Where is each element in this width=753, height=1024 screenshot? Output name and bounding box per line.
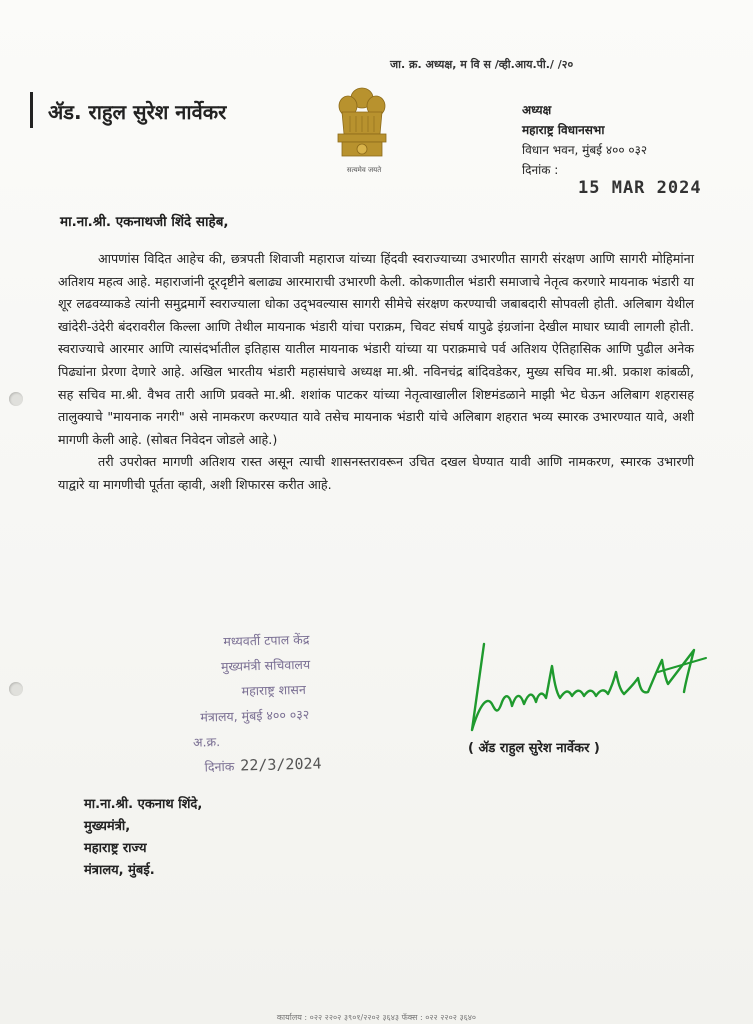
addressee-line-4: मंत्रालय, मुंबई. <box>84 863 155 878</box>
office-address: विधान भवन, मुंबई ४०० ०३२ <box>522 143 648 157</box>
footer-contact: कार्यालय : ०२२ २२०२ ३९०१/२२०२ ३६४३ फॅक्स : ०२२ २२०२ ३६४० <box>276 1013 477 1022</box>
office-body: महाराष्ट्र विधानसभा <box>522 123 605 137</box>
stamp-date-label: दिनांक <box>204 758 235 775</box>
addressee-line-3: महाराष्ट्र राज्य <box>84 841 147 856</box>
emblem-motto: सत्यमेव जयते <box>346 166 382 174</box>
date-stamp: 15 MAR 2024 <box>578 178 702 198</box>
office-title: अध्यक्ष <box>522 103 552 117</box>
stamp-line-2: मुख्यमंत्री सचिवालय <box>220 656 311 675</box>
addressee-block <box>84 794 202 882</box>
stamp-line-5: अ.क्र. <box>192 734 221 750</box>
punch-hole <box>9 682 23 696</box>
sender-name: ॲड. राहुल सुरेश नार्वेकर <box>48 100 227 124</box>
stamp-line-1: मध्यवर्ती टपाल केंद्र <box>223 631 310 649</box>
stamp-handwritten-date: 22/3/2024 <box>240 754 322 775</box>
letterhead-divider <box>30 92 33 128</box>
addressee-line-1: मा.ना.श्री. एकनाथ शिंदे, <box>84 797 203 812</box>
receipt-stamp <box>192 626 322 779</box>
paragraph-2: तरी उपरोक्त मागणी अतिशय रास्त असून त्याची शासनस्तरावरून उचित दखल घेण्यात यावी आणि नामकरण, स्मारक उभारणी याद्वारे या मागणीची पूर्तता व्हावी, अशी शिफारस करीत आहे. <box>58 454 694 492</box>
salutation: मा.ना.श्री. एकनाथजी शिंदे साहेब, <box>60 214 229 230</box>
stamp-line-6 <box>204 751 322 779</box>
stamp-line-4: मंत्रालय, मुंबई ४०० ०३२ <box>200 706 310 725</box>
signatory-name: ( ॲड राहुल सुरेश नार्वेकर ) <box>468 741 600 756</box>
national-emblem-icon <box>330 82 394 174</box>
punch-hole <box>9 392 23 406</box>
stamp-line-3: महाराष्ट्र शासन <box>241 681 306 699</box>
reference-number: जा. क्र. अध्यक्ष, म वि स /व्ही.आय.पी./ /२० <box>390 58 574 71</box>
paragraph-1: आपणांस विदित आहेच की, छत्रपती शिवाजी महाराज यांच्या हिंदवी स्वराज्याच्या उभारणीत सागरी संरक्षण आणि सागरी मोहिमांना अतिशय महत्व आहे. महाराजांनी दूरदृष्टीने बलाढ्य आरमाराची उभारणी केली. कोकणातील भंडारी समाजाचे नेतृत्व करणारे मायनाक भंडारी या शूर लढवय्याकडे त्यांनी समुद्रमार्गे स्वराज्याला धोका उद्‌भवल्यास सागरी सीमेचे संरक्षण करण्याची जबाबदारी सोपवली होती. अलिबाग येथील खांदेरी-उंदेरी बंदरावरील किल्ला आणि तेथील मायनाक भंडारी यांचा पराक्रम, चिवट संघर्ष यापुढे इंग्रजांना देखील माघार घ्यावी लागली होती. स्वराज्याचे आरमार आणि त्यासंदर्भातील इतिहास यातील मायनाक भंडारी यांच्या या पराक्रमाचे पर्व अतिशय ऐतिहासिक आणि पुढील अनेक पिढ्यांना प्रेरणा देणारे आहे. अखिल भारतीय भंडारी महासंघाचे अध्यक्ष मा.श्री. नविनचंद्र बांदिवडेकर, मुख्य सचिव मा.श्री. प्रकाश कांबळी, सह सचिव मा.श्री. वैभव तारी आणि प्रवक्ते मा.श्री. शशांक पाटकर यांच्या नेतृत्वाखालील शिष्टमंडळाने माझी भेट घेऊन अलिबाग शहरासह तालुक्याचे "मायनाक नगरी" असे नामकरण करण्यात यावे तसेच मायनाक भंडारी यांचे अलिबाग शहरात भव्य स्मारक उभारण्यात यावे, अशी मागणी केली आहे. (सोबत निवेदन जोडले आहे.) <box>58 251 694 447</box>
office-block <box>522 100 647 180</box>
letter-body <box>58 248 694 497</box>
signature-icon <box>462 632 712 742</box>
date-label: दिनांक : <box>522 163 559 177</box>
addressee-line-2: मुख्यमंत्री, <box>84 819 131 834</box>
